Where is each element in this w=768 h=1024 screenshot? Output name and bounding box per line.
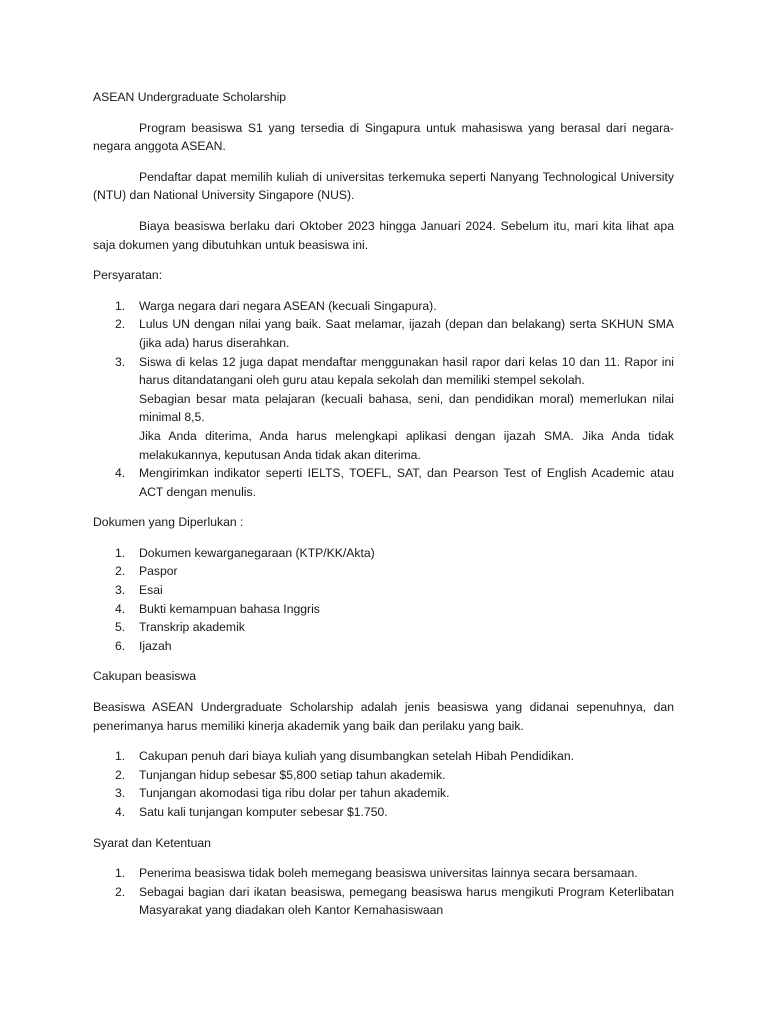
list-item xyxy=(93,766,674,785)
list-number: 2. xyxy=(115,884,126,899)
requirements-list xyxy=(93,297,674,502)
documents-list xyxy=(93,544,674,656)
list-item xyxy=(93,618,674,637)
coverage-heading: Cakupan beasiswa xyxy=(93,669,196,684)
intro-paragraph-2: Pendaftar dapat memilih kuliah di universitas terkemuka seperti Nanyang Technological University (NTU) dan National University Singapore (NUS). xyxy=(93,169,674,203)
terms-heading: Syarat dan Ketentuan xyxy=(93,835,211,850)
list-item-text: Warga negara dari negara ASEAN (kecuali Singapura). xyxy=(139,298,437,313)
coverage-paragraph: Beasiswa ASEAN Undergraduate Scholarship adalah jenis beasiswa yang didanai sepenuhnya, dan penerimanya harus memiliki kinerja akademik yang baik dan perilaku yang baik. xyxy=(93,700,674,733)
list-item-text: Bukti kemampuan bahasa Inggris xyxy=(139,601,320,616)
list-item-text: Penerima beasiswa tidak boleh memegang beasiswa universitas lainnya secara bersamaan. xyxy=(139,866,638,881)
list-item xyxy=(93,544,674,563)
list-item-text: Ijazah xyxy=(139,638,172,653)
list-item xyxy=(93,315,674,352)
list-number: 3. xyxy=(115,354,126,369)
list-item xyxy=(93,562,674,581)
list-number: 2. xyxy=(115,317,126,332)
intro-paragraph-3: Biaya beasiswa berlaku dari Oktober 2023 hingga Januari 2024. Sebelum itu, mari kita lihat apa saja dokumen yang dibutuhkan untuk beasiswa ini. xyxy=(93,218,674,252)
requirements-heading: Persyaratan: xyxy=(93,268,163,283)
list-item-text: Tunjangan hidup sebesar $5,800 setiap tahun akademik. xyxy=(139,767,446,782)
list-number: 3. xyxy=(115,786,126,801)
list-number: 4. xyxy=(115,466,126,481)
list-item-text: Transkrip akademik xyxy=(139,620,245,635)
terms-list xyxy=(93,864,674,920)
list-item-text: Dokumen kewarganegaraan (KTP/KK/Akta) xyxy=(139,545,375,560)
list-item-text: Sebagai bagian dari ikatan beasiswa, pemegang beasiswa harus mengikuti Program Keterlibatan Masyarakat yang diadakan oleh Kantor Kemahasiswaan xyxy=(139,884,674,918)
list-item xyxy=(93,883,674,920)
list-number: 6. xyxy=(115,638,126,653)
list-item-text: Siswa di kelas 12 juga dapat mendaftar menggunakan hasil rapor dari kelas 10 dan 11. Rapor ini harus ditandatangani oleh guru atau kepala sekolah dan memiliki stempel sekolah. xyxy=(139,354,674,388)
list-item-text: Mengirimkan indikator seperti IELTS, TOEFL, SAT, dan Pearson Test of English Academic atau ACT dengan menulis. xyxy=(139,466,674,499)
list-item xyxy=(93,297,674,316)
list-number: 2. xyxy=(115,564,126,579)
list-item-subtext: Jika Anda diterima, Anda harus melengkapi aplikasi dengan ijazah SMA. Jika Anda tidak melakukannya, keputusan Anda tidak akan diterima. xyxy=(139,428,674,462)
document-title: ASEAN Undergraduate Scholarship xyxy=(93,90,287,104)
list-number: 4. xyxy=(115,805,126,819)
list-item-text: Esai xyxy=(139,583,163,598)
list-item xyxy=(93,353,674,465)
list-number: 1. xyxy=(115,298,126,313)
list-item-text: Paspor xyxy=(139,564,178,579)
list-item xyxy=(93,784,674,803)
list-item-text: Cakupan penuh dari biaya kuliah yang disumbangkan setelah Hibah Pendidikan. xyxy=(139,749,574,764)
list-number: 4. xyxy=(115,601,126,616)
list-number: 5. xyxy=(115,620,126,635)
list-item xyxy=(93,864,674,883)
list-item-text: Lulus UN dengan nilai yang baik. Saat melamar, ijazah (depan dan belakang) serta SKHUN SMA (jika ada) harus diserahkan. xyxy=(139,317,674,350)
documents-heading: Dokumen yang Diperlukan : xyxy=(93,515,244,530)
coverage-list xyxy=(93,747,674,821)
list-item xyxy=(93,803,674,822)
list-item xyxy=(93,464,674,501)
list-item xyxy=(93,581,674,600)
list-item-subtext: Sebagian besar mata pelajaran (kecuali bahasa, seni, dan pendidikan moral) memerlukan nilai minimal 8,5. xyxy=(139,391,674,425)
list-item-text: Satu kali tunjangan komputer sebesar $1.750. xyxy=(139,805,388,819)
list-item xyxy=(93,747,674,766)
document-body xyxy=(93,88,674,932)
list-item-text: Tunjangan akomodasi tiga ribu dolar per tahun akademik. xyxy=(139,786,450,801)
list-number: 1. xyxy=(115,749,126,764)
list-number: 1. xyxy=(115,545,126,560)
list-number: 3. xyxy=(115,583,126,598)
list-item xyxy=(93,600,674,619)
list-number: 1. xyxy=(115,866,126,881)
list-number: 2. xyxy=(115,767,126,782)
list-item xyxy=(93,637,674,656)
intro-paragraph-1: Program beasiswa S1 yang tersedia di Singapura untuk mahasiswa yang berasal dari negara-negara anggota ASEAN. xyxy=(93,120,674,154)
